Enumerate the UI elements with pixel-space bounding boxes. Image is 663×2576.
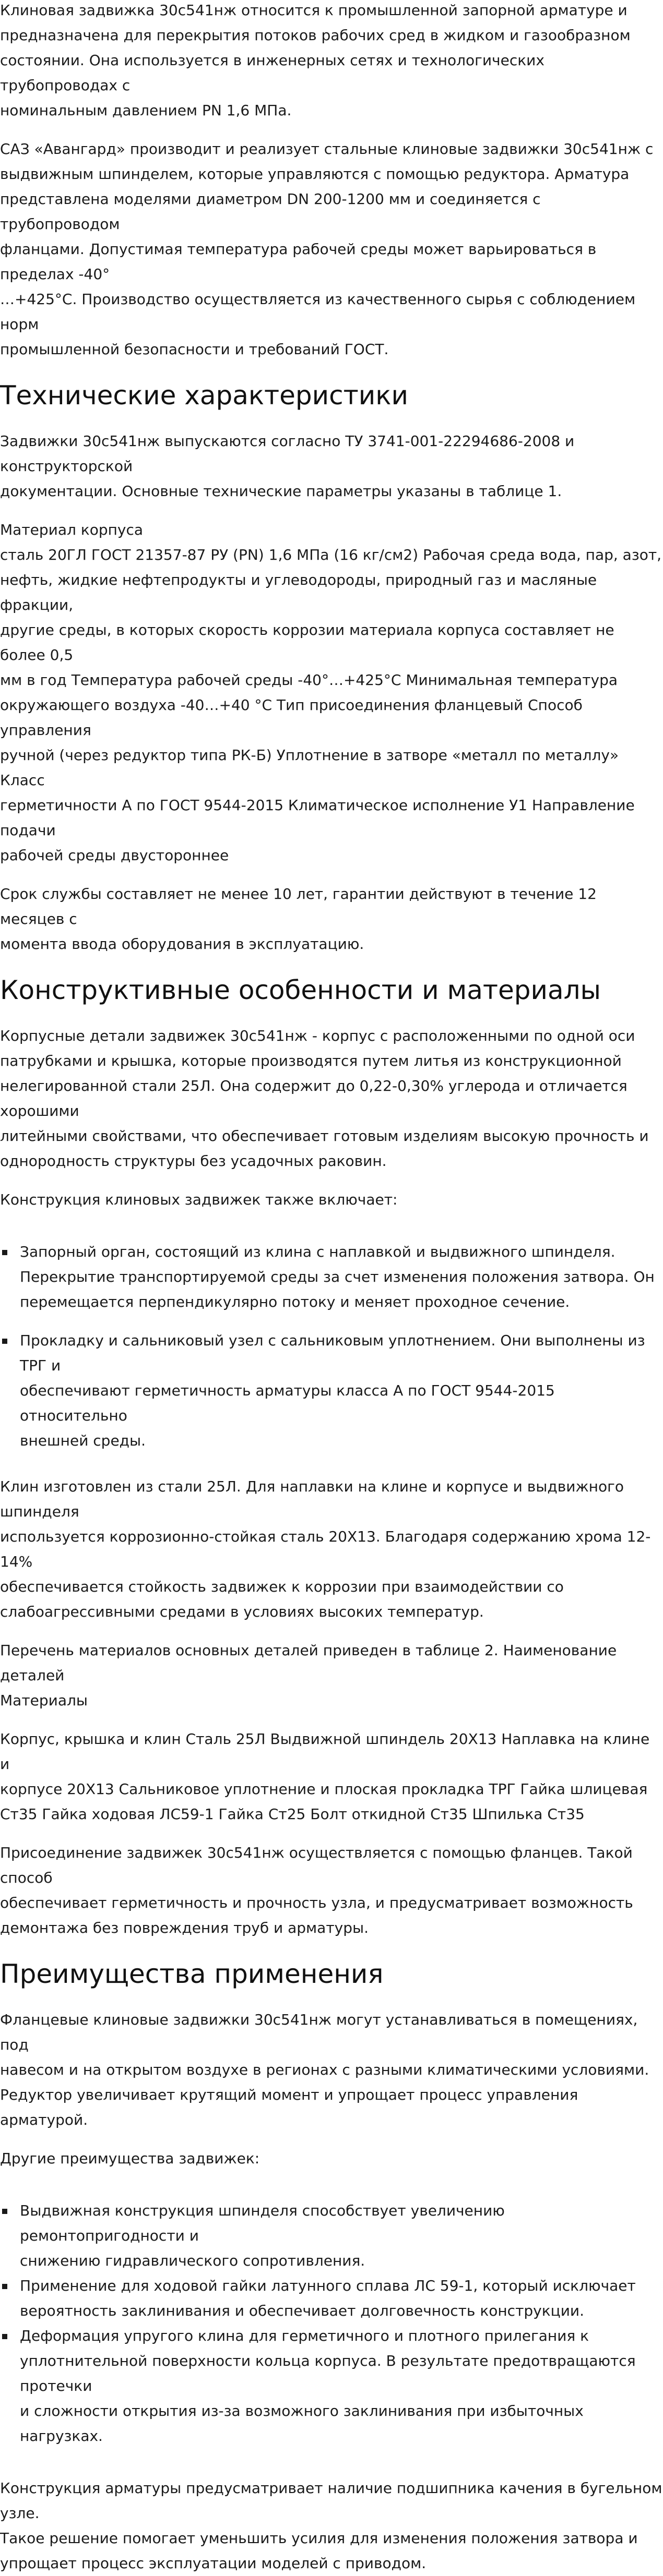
advantages-paragraph-1: Фланцевые клиновые задвижки 30с541нж могут устанавливаться в помещениях, под навесом и на открытом воздухе в регионах с разными климатическими условиями. Редуктор увеличивает крутящий момент и упрощает процесс управления арматурой. <box>0 2011 649 2128</box>
list-item <box>0 1239 663 1315</box>
bullet-icon <box>2 1250 7 1255</box>
list-item <box>0 2273 663 2324</box>
list-item <box>0 2198 663 2273</box>
tech-paragraph-3: Срок службы составляет не менее 10 лет, гарантии действуют в течение 12 месяцев с момента ввода оборудования в эксплуатацию. <box>0 885 597 953</box>
intro-paragraph-1: Клиновая задвижка 30с541нж относится к промышленной запорной арматуре и предназначена для перекрытия потоков рабочих сред в жидком и газообразном состоянии. Она используется в инженерных сетях и технологических трубопроводах с номинальным давлением PN 1,6 МПа. <box>0 2 631 119</box>
design-paragraph-4: Перечень материалов основных деталей приведен в таблице 2. Наименование деталей Материалы <box>0 1642 617 1709</box>
list-item-text: Запорный орган, состоящий из клина с наплавкой и выдвижного шпинделя. Перекрытие транспортируемой среды за счет изменения положения затвора. Он перемещается перпендикулярно потоку и меняет проходное сечение. <box>20 1243 655 1310</box>
list-item-text: Деформация упругого клина для герметичного и плотного прилегания к уплотнительной поверхности кольца корпуса. В результате предотвращаются протечки и сложности открытия из-за возможного заклинивания при избыточных нагрузках. <box>20 2327 636 2445</box>
list-item-text: Прокладку и сальниковый узел с сальниковым уплотнением. Они выполнены из ТРГ и обеспечивают герметичность арматуры класса А по ГОСТ 9544-2015 относительно внешней среды. <box>20 1332 645 1449</box>
advantages-paragraph-3: Конструкция арматуры предусматривает наличие подшипника качения в бугельном узле. Такое решение помогает уменьшить усилия для изменения положения затвора и упрощает процесс эксплуатации моделей с приводом. <box>0 2479 662 2572</box>
intro-paragraph-2: САЗ «Авангард» производит и реализует стальные клиновые задвижки 30с541нж с выдвижным шпинделем, которые управляются с помощью редуктора. Арматура представлена моделями диаметром DN 200-1200 мм и соединяется с трубопроводом фланцами. Допустимая температура рабочей среды может варьироваться в пределах -40° …+425°С. Производство осуществляется из качественного сырья с соблюдением норм промышленной безопасности и требований ГОСТ. <box>0 140 654 358</box>
tech-heading: Технические характеристики <box>0 380 408 411</box>
design-paragraph-2: Конструкция клиновых задвижек также включает: <box>0 1191 398 1208</box>
bullet-icon <box>2 2284 7 2289</box>
bullet-icon <box>2 2209 7 2214</box>
materials-text: Корпус, крышка и клин Сталь 25Л Выдвижной шпиндель 20Х13 Наплавка на клине и корпусе 20Х13 Сальниковое уплотнение и плоская прокладка ТРГ Гайка шлицевая Ст35 Гайка ходовая ЛС59-1 Гайка Ст25 Болт откидной Ст35 Шпилька Ст35 <box>0 1730 650 1823</box>
bullet-icon <box>2 1339 7 1344</box>
advantages-heading: Преимущества применения <box>0 1959 384 1989</box>
list-item-text: Выдвижная конструкция шпинделя способствует увеличению ремонтопригодности и снижению гидравлического сопротивления. <box>20 2202 505 2269</box>
design-heading: Конструктивные особенности и материалы <box>0 975 601 1005</box>
design-list <box>0 1239 663 1453</box>
list-item <box>0 1328 663 1453</box>
tech-specs-text: Материал корпуса сталь 20ГЛ ГОСТ 21357-87 РУ (PN) 1,6 МПа (16 кг/см2) Рабочая среда вода, пар, азот, нефть, жидкие нефтепродукты и углеводороды, природный газ и масляные фракции, другие среды, в которых скорость коррозии материала корпуса составляет не более 0,5 мм в год Температура рабочей среды -40°…+425°С Минимальная температура окружающего воздуха -40…+40 °С Тип присоединения фланцевый Способ управления ручной (через редуктор типа РК-Б) Уплотнение в затворе «металл по металлу» Класс герметичности А по ГОСТ 9544-2015 Климатическое исполнение У1 Направление подачи рабочей среды двустороннее <box>0 521 662 864</box>
advantages-paragraph-2: Другие преимущества задвижек: <box>0 2150 260 2167</box>
advantages-list <box>0 2198 663 2449</box>
list-item-text: Применение для ходовой гайки латунного сплава ЛС 59-1, который исключает вероятность заклинивания и обеспечивает долговечность конструкции. <box>20 2277 636 2319</box>
bullet-icon <box>2 2334 7 2339</box>
design-paragraph-1: Корпусные детали задвижек 30с541нж - корпус с расположенными по одной оси патрубками и крышка, которые производятся путем литья из конструкционной нелегированной стали 25Л. Она содержит до 0,22-0,30% углерода и отличается хорошими литейными свойствами, что обеспечивает готовым изделиям высокую прочность и однородность структуры без усадочных раковин. <box>0 1027 649 1170</box>
tech-paragraph-1: Задвижки 30с541нж выпускаются согласно ТУ 3741-001-22294686-2008 и конструкторской документации. Основные технические параметры указаны в таблице 1. <box>0 432 575 500</box>
design-paragraph-3: Клин изготовлен из стали 25Л. Для наплавки на клине и корпусе и выдвижного шпинделя используется коррозионно-стойкая сталь 20Х13. Благодаря содержанию хрома 12-14% обеспечивается стойкость задвижек к коррозии при взаимодействии со слабоагрессивными средами в условиях высоких температур. <box>0 1478 651 1620</box>
list-item <box>0 2324 663 2449</box>
design-paragraph-6: Присоединение задвижек 30с541нж осуществляется с помощью фланцев. Такой способ обеспечивает герметичность и прочность узла, и предусматривает возможность демонтажа без повреждения труб и арматуры. <box>0 1844 633 1936</box>
